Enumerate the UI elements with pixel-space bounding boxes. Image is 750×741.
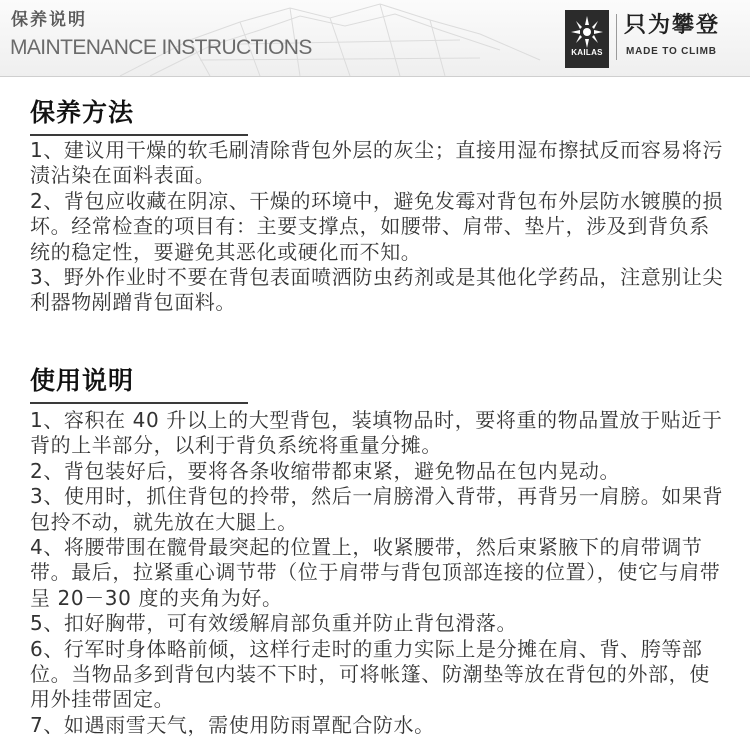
maintenance-section — [30, 98, 730, 315]
usage-item-1: 1、容积在 40 升以上的大型背包，装填物品时，要将重的物品置放于贴近于背的上半部分，以利于背负系统将重量分摊。 — [30, 408, 723, 458]
usage-list — [30, 408, 730, 738]
header-divider — [616, 14, 617, 60]
kailas-logo — [565, 10, 609, 68]
maintenance-item-1: 1、建议用干燥的软毛刷清除背包外层的灰尘；直接用湿布擦拭反而容易将污渍沾染在面料表面。 — [30, 138, 724, 188]
usage-title-underline — [30, 402, 248, 404]
maintenance-item-2: 2、背包应收藏在阴凉、干燥的环境中，避免发霉对背包布外层防水镀膜的损坏。经常检查的项目有：主要支撑点，如腰带、肩带、垫片，涉及到背负系统的稳定性，要避免其恶化或硬化而不知。 — [30, 188, 724, 264]
usage-item-5: 5、扣好胸带，可有效缓解肩部负重并防止背包滑落。 — [30, 611, 518, 636]
maintenance-title: 保养方法 — [30, 98, 135, 127]
slogan-cn: 只为攀登 — [624, 13, 721, 38]
maintenance-item-3: 3、野外作业时不要在背包表面喷洒防虫药剂或是其他化学药品，注意别让尖利器物剐蹭背包面料。 — [30, 265, 724, 315]
usage-item-6: 6、行军时身体略前倾，这样行走时的重力实际上是分摊在肩、背、胯等部位。当物品多到背包内装不下时，可将帐篷、防潮垫等放在背包的外部，使用外挂带固定。 — [30, 636, 710, 712]
maintenance-list — [30, 138, 730, 316]
usage-title: 使用说明 — [30, 366, 135, 395]
usage-item-3: 3、使用时，抓住背包的拎带，然后一肩膀滑入背带，再背另一肩膀。如果背包拎不动，就先放在大腿上。 — [30, 484, 724, 534]
header-banner — [0, 0, 750, 77]
slogan-en: MADE TO CLIMB — [626, 46, 717, 57]
brand-name: KAILAS — [571, 48, 603, 57]
usage-item-7: 7、如遇雨雪天气，需使用防雨罩配合防水。 — [30, 712, 435, 737]
usage-item-2: 2、背包装好后，要将各条收缩带都束紧，避免物品在包内晃动。 — [30, 458, 621, 483]
header-title-en: MAINTENANCE INSTRUCTIONS — [10, 36, 312, 59]
header-title-cn: 保养说明 — [11, 10, 87, 30]
usage-item-4: 4、将腰带围在髋骨最突起的位置上，收紧腰带，然后束紧腋下的肩带调节带。最后，拉紧重心调节带（位于肩带与背包顶部连接的位置），使它与肩带呈 20－30 度的夹角为好。 — [30, 535, 721, 610]
usage-section — [30, 366, 730, 737]
maintenance-title-underline — [30, 134, 248, 136]
